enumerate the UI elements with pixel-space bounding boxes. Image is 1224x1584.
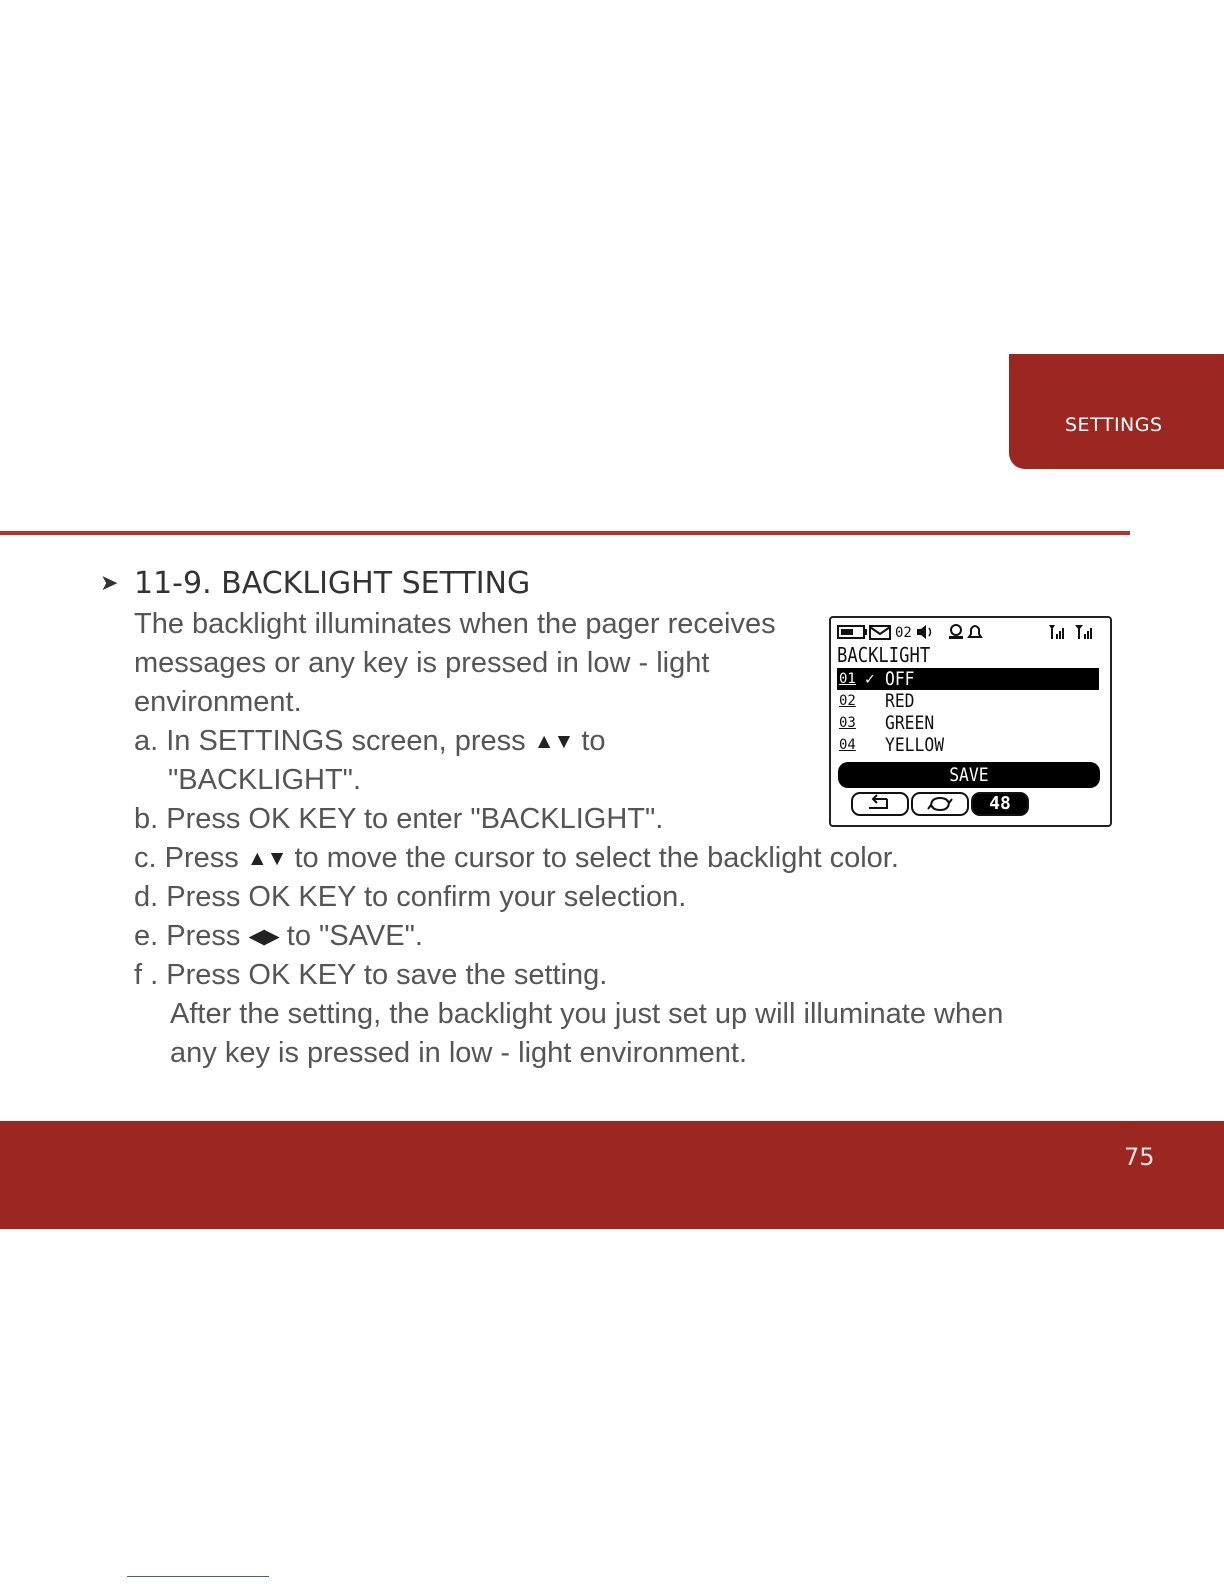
back-softkey: [851, 792, 909, 816]
heading-text: 11-9. BACKLIGHT SETTING: [134, 566, 531, 601]
option-number: 04: [839, 737, 856, 753]
footer-bar: [0, 1121, 1224, 1229]
step-a-continued: "BACKLIGHT".: [168, 764, 362, 796]
refresh-softkey: [911, 792, 969, 816]
step-e-text: e. Press: [134, 920, 249, 952]
section-tab-label: SETTINGS: [1065, 414, 1163, 436]
option-label: GREEN: [885, 712, 935, 734]
section-tab: [1009, 354, 1224, 469]
option-label: RED: [885, 690, 915, 712]
step-a-text: a. In SETTINGS screen, press: [134, 725, 534, 757]
pager-screen-illustration: [829, 616, 1112, 827]
intro-line-1: The backlight illuminates when the pager receives: [134, 608, 776, 640]
option-row-red: [837, 690, 1099, 712]
checkmark-icon: ✓: [865, 669, 875, 688]
footnote-rule: [127, 1576, 269, 1577]
step-a: [134, 722, 606, 761]
step-a-text-end: to: [573, 725, 606, 757]
step-d: d. Press OK KEY to confirm your selection.: [134, 881, 687, 913]
envelope-icon: [870, 626, 890, 639]
battery-icon: [838, 626, 867, 638]
option-number: 02: [839, 693, 856, 709]
step-f: f . Press OK KEY to save the setting.: [134, 959, 608, 991]
up-down-arrows-icon: ▲▼: [533, 730, 574, 753]
intro-line-3: environment.: [134, 686, 302, 718]
save-bar: [838, 762, 1100, 788]
bell-icon: [969, 626, 981, 637]
option-number: 01: [839, 671, 856, 687]
option-row-green: [837, 712, 1099, 734]
screen-title: BACKLIGHT: [837, 643, 931, 667]
antenna-signal-icon: [1075, 625, 1092, 639]
save-label: SAVE: [949, 764, 989, 786]
status-bar-icons: [837, 622, 1105, 642]
status-message-count: 02: [895, 625, 912, 641]
step-e: [134, 917, 423, 956]
section-heading: [100, 566, 530, 601]
left-right-arrows-icon: ◀▶: [248, 925, 279, 948]
alarm-icon: [949, 625, 963, 639]
page-number: 75: [1124, 1143, 1155, 1171]
speaker-icon: [917, 625, 931, 639]
number-softkey: 48: [971, 792, 1029, 816]
option-row-off: [837, 668, 1099, 690]
step-f-note-1: After the setting, the backlight you just set up will illuminate when: [170, 998, 1004, 1030]
signal-icon: [1049, 625, 1064, 639]
intro-line-2: messages or any key is pressed in low - light: [134, 647, 710, 679]
step-e-text-end: to "SAVE".: [278, 920, 423, 952]
option-row-yellow: [837, 734, 1099, 756]
step-c: [134, 839, 899, 878]
refresh-arrows-icon: [913, 794, 967, 814]
step-c-text: c. Press: [134, 842, 247, 874]
option-label: YELLOW: [885, 734, 945, 756]
header-divider: [0, 531, 1130, 535]
step-c-text-end: to move the cursor to select the backlight color.: [286, 842, 899, 874]
bullet-arrow-icon: ➤: [100, 571, 119, 596]
step-b: b. Press OK KEY to enter "BACKLIGHT".: [134, 803, 664, 835]
option-number: 03: [839, 715, 856, 731]
option-label: OFF: [885, 668, 915, 690]
step-f-note-2: any key is pressed in low - light environment.: [170, 1037, 748, 1069]
back-arrow-icon: [853, 794, 907, 814]
up-down-arrows-icon: ▲▼: [246, 847, 287, 870]
